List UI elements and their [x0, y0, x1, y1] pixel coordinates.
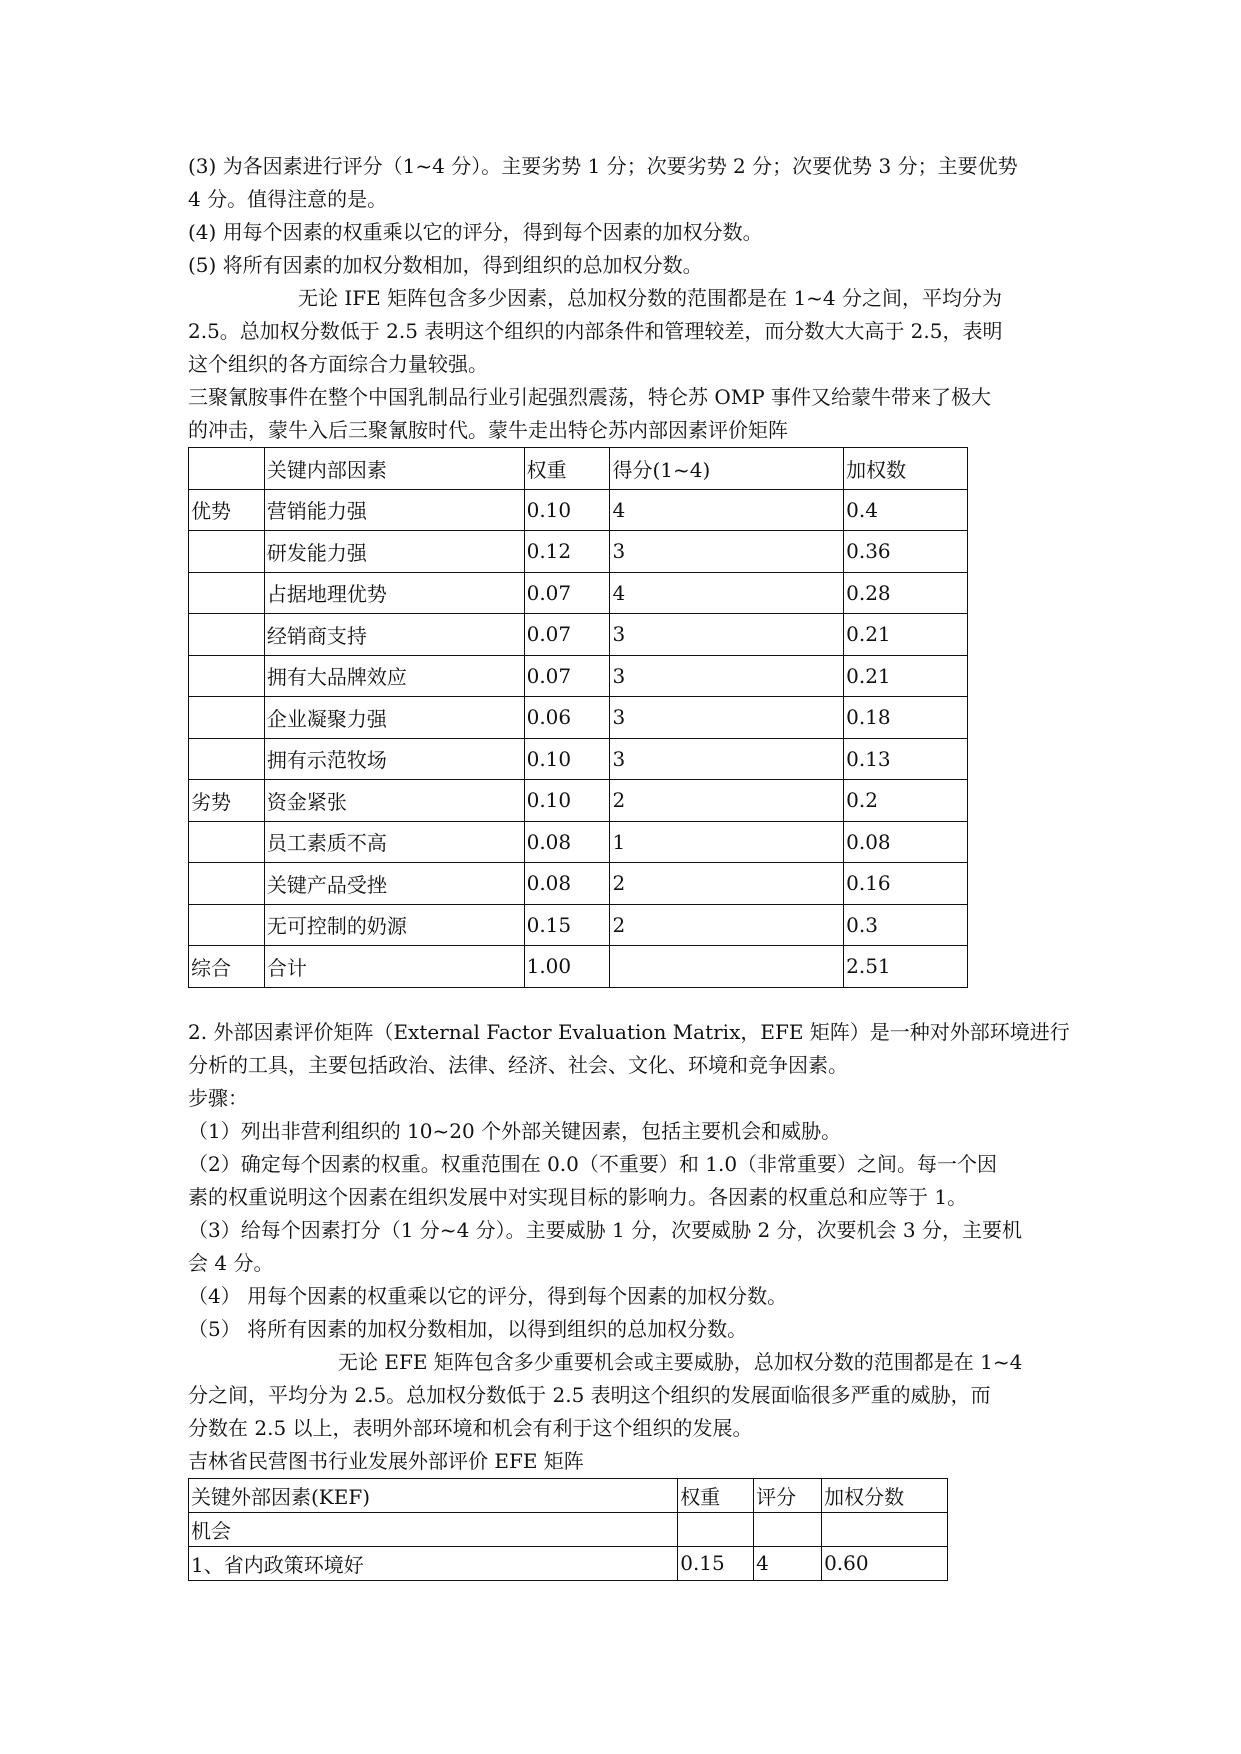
table-cell: 关键外部因素(KEF)	[189, 1478, 678, 1512]
section-line: （3）给每个因素打分（1 分~4 分）。主要威胁 1 分，次要威胁 2 分，次要机会 3 分，主要机	[188, 1217, 1022, 1242]
table-cell	[189, 614, 265, 656]
table-cell: 得分(1~4)	[610, 448, 844, 490]
table-cell: 无可控制的奶源	[264, 904, 524, 946]
table-cell: 0.4	[844, 489, 968, 531]
table-row	[189, 863, 968, 905]
table-cell	[754, 1512, 822, 1546]
section-line: 会 4 分。	[188, 1250, 274, 1275]
table-cell: 0.16	[844, 863, 968, 905]
table-cell	[610, 946, 844, 988]
table-cell: 优势	[189, 489, 265, 531]
table-cell: 0.07	[524, 572, 610, 614]
table-cell: 3	[610, 614, 844, 656]
step-3-line-2: 4 分。值得注意的是。	[188, 187, 388, 211]
table-cell: 机会	[189, 1512, 678, 1546]
paragraph-line: 无论 IFE 矩阵包含多少因素，总加权分数的范围都是在 1~4 分之间，平均分为	[298, 286, 1003, 310]
table-cell: 劣势	[189, 780, 265, 822]
document-page	[188, 150, 1088, 1581]
table-cell: 权重	[678, 1478, 754, 1512]
table-row	[189, 531, 968, 573]
table-cell: 3	[610, 655, 844, 697]
table-cell: 0.07	[524, 614, 610, 656]
table-row	[189, 821, 968, 863]
section-line: （1）列出非营利组织的 10~20 个外部关键因素，包括主要机会和威胁。	[188, 1118, 842, 1143]
section-line: 步骤：	[188, 1085, 248, 1110]
table-cell	[189, 655, 265, 697]
table-cell: 加权数	[844, 448, 968, 490]
table-cell: 营销能力强	[264, 489, 524, 531]
table-cell: 综合	[189, 946, 265, 988]
table-row	[189, 489, 968, 531]
table-cell: 0.15	[524, 904, 610, 946]
table-cell: 0.18	[844, 697, 968, 739]
paragraph-line: 2.5。总加权分数低于 2.5 表明这个组织的内部条件和管理较差，而分数大大高于 2.5，表明	[188, 319, 1003, 343]
table-cell: 0.08	[844, 821, 968, 863]
table-cell: 0.10	[524, 489, 610, 531]
table-cell: 3	[610, 531, 844, 573]
ife-matrix-table	[188, 447, 968, 988]
table-cell	[678, 1512, 754, 1546]
paragraph-line: 分之间，平均分为 2.5。总加权分数低于 2.5 表明这个组织的发展面临很多严重的威胁，而	[188, 1382, 991, 1407]
table-cell: 评分	[754, 1478, 822, 1512]
table-cell: 0.36	[844, 531, 968, 573]
table-cell: 3	[610, 738, 844, 780]
table-cell: 1、省内政策环境好	[189, 1546, 678, 1580]
table-cell	[189, 738, 265, 780]
section-line: （2）确定每个因素的权重。权重范围在 0.0（不重要）和 1.0（非常重要）之间。每一个因	[188, 1151, 998, 1176]
table-row	[189, 904, 968, 946]
table-cell: 关键产品受挫	[264, 863, 524, 905]
table-cell: 拥有示范牧场	[264, 738, 524, 780]
ife-paragraph	[188, 282, 1088, 447]
table-cell: 0.21	[844, 614, 968, 656]
table-row	[189, 780, 968, 822]
section-line: （4） 用每个因素的权重乘以它的评分，得到每个因素的加权分数。	[188, 1283, 788, 1308]
table-cell: 0.21	[844, 655, 968, 697]
table-cell: 3	[610, 697, 844, 739]
step-5: (5) 将所有因素的加权分数相加，得到组织的总加权分数。	[188, 253, 703, 277]
table-cell: 权重	[524, 448, 610, 490]
section-line: 2. 外部因素评价矩阵（External Factor Evaluation Matrix，EFE 矩阵）是一种对外部环境进行	[188, 1019, 1070, 1044]
table-cell: 1.00	[524, 946, 610, 988]
table-cell: 企业凝聚力强	[264, 697, 524, 739]
section-line: 分析的工具，主要包括政治、法律、经济、社会、文化、环境和竞争因素。	[188, 1052, 848, 1077]
table-cell	[189, 904, 265, 946]
step-4: (4) 用每个因素的权重乘以它的评分，得到每个因素的加权分数。	[188, 220, 763, 244]
step-3-line-1: (3) 为各因素进行评分（1~4 分）。主要劣势 1 分；次要劣势 2 分；次要优势 3 分；主要优势	[188, 154, 1018, 178]
table-cell	[189, 572, 265, 614]
table-cell: 2	[610, 904, 844, 946]
table-cell: 4	[610, 572, 844, 614]
paragraph-line: 这个组织的各方面综合力量较强。	[188, 352, 488, 376]
table-header-row	[189, 1478, 948, 1512]
table-row	[189, 572, 968, 614]
table-header-row	[189, 448, 968, 490]
table-cell: 0.10	[524, 780, 610, 822]
table-cell: 0.12	[524, 531, 610, 573]
section-line: 素的权重说明这个因素在组织发展中对实现目标的影响力。各因素的权重总和应等于 1。	[188, 1184, 968, 1209]
table-cell: 4	[610, 489, 844, 531]
table-cell	[189, 863, 265, 905]
table-cell	[189, 821, 265, 863]
paragraph-line: 无论 EFE 矩阵包含多少重要机会或主要威胁，总加权分数的范围都是在 1~4	[338, 1349, 1023, 1374]
spacer	[188, 988, 1088, 1016]
table-cell: 0.10	[524, 738, 610, 780]
table-cell: 0.28	[844, 572, 968, 614]
paragraph-line: 的冲击，蒙牛入后三聚氰胺时代。蒙牛走出特仑苏内部因素评价矩阵	[188, 418, 788, 442]
table-cell: 2.51	[844, 946, 968, 988]
table-cell: 0.06	[524, 697, 610, 739]
table-cell: 0.07	[524, 655, 610, 697]
efe-paragraph	[188, 1346, 1088, 1478]
table-cell: 0.08	[524, 821, 610, 863]
table-cell: 占据地理优势	[264, 572, 524, 614]
table-cell: 4	[754, 1546, 822, 1580]
table-row	[189, 614, 968, 656]
table-cell: 1	[610, 821, 844, 863]
intro-steps	[188, 150, 1088, 282]
table-cell: 合计	[264, 946, 524, 988]
table-row	[189, 1546, 948, 1580]
table-row	[189, 738, 968, 780]
paragraph-line: 分数在 2.5 以上，表明外部环境和机会有利于这个组织的发展。	[188, 1415, 753, 1440]
table-cell: 0.15	[678, 1546, 754, 1580]
table-cell: 0.60	[822, 1546, 948, 1580]
efe-section	[188, 1016, 1088, 1346]
paragraph-line: 三聚氰胺事件在整个中国乳制品行业引起强烈震荡，特仑苏 OMP 事件又给蒙牛带来了极大	[188, 385, 992, 409]
table-cell: 员工素质不高	[264, 821, 524, 863]
table-cell: 0.13	[844, 738, 968, 780]
table-caption: 吉林省民营图书行业发展外部评价 EFE 矩阵	[188, 1448, 584, 1473]
table-cell: 2	[610, 863, 844, 905]
efe-matrix-table	[188, 1478, 948, 1581]
table-cell: 经销商支持	[264, 614, 524, 656]
table-cell: 0.08	[524, 863, 610, 905]
table-cell: 0.3	[844, 904, 968, 946]
table-cell: 拥有大品牌效应	[264, 655, 524, 697]
table-cell: 资金紧张	[264, 780, 524, 822]
table-cell	[189, 531, 265, 573]
table-cell	[189, 448, 265, 490]
table-cell: 关键内部因素	[264, 448, 524, 490]
section-line: （5） 将所有因素的加权分数相加，以得到组织的总加权分数。	[188, 1316, 748, 1341]
table-cell: 0.2	[844, 780, 968, 822]
table-row	[189, 1512, 948, 1546]
table-cell: 研发能力强	[264, 531, 524, 573]
table-row	[189, 655, 968, 697]
table-row	[189, 697, 968, 739]
table-cell: 加权分数	[822, 1478, 948, 1512]
table-cell: 2	[610, 780, 844, 822]
table-cell	[822, 1512, 948, 1546]
table-total-row	[189, 946, 968, 988]
table-cell	[189, 697, 265, 739]
